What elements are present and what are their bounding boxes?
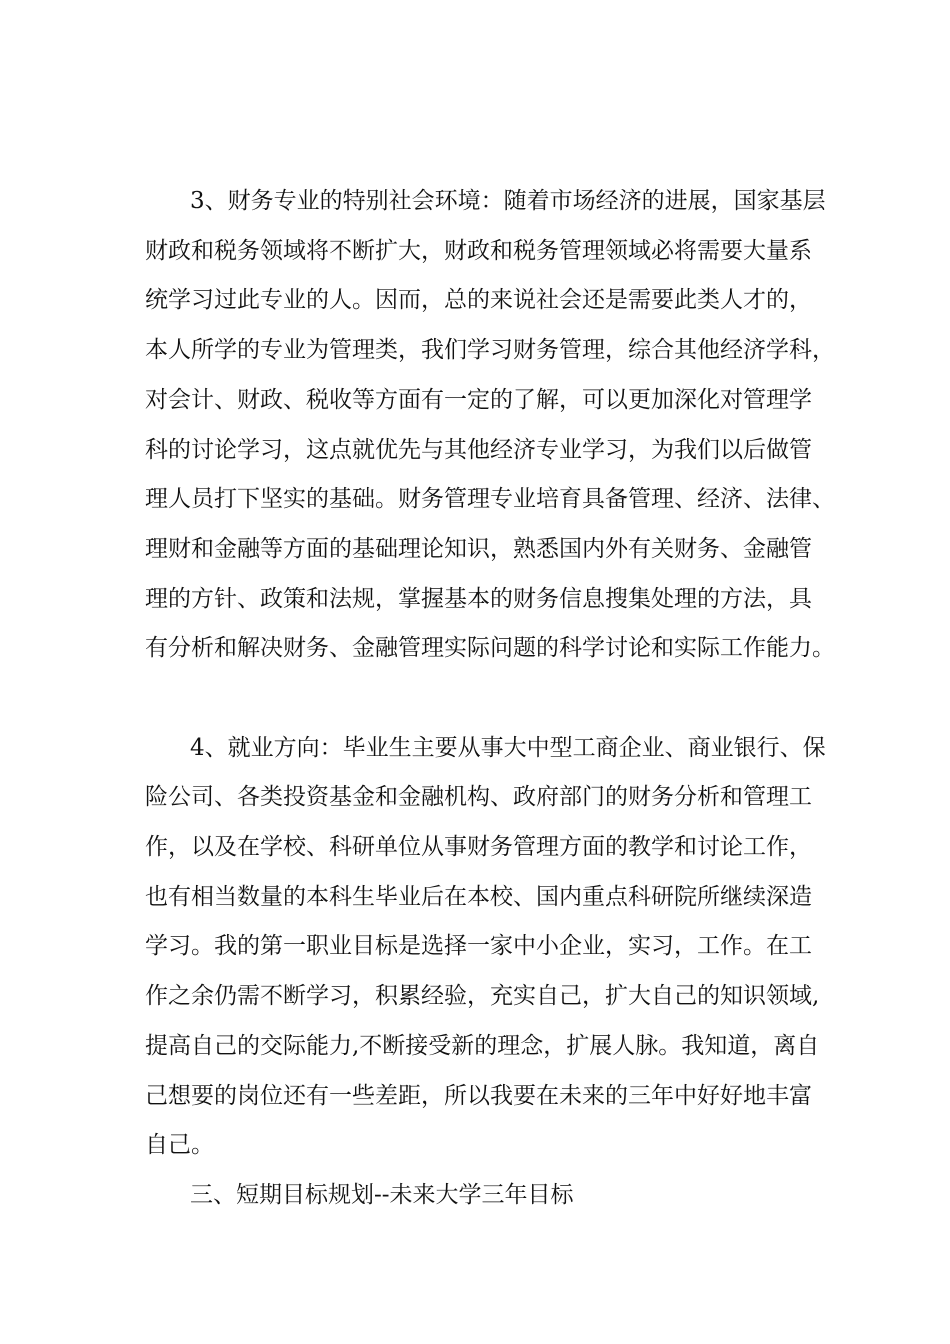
paragraph-4-line-2: 险公司、各类投资基金和金融机构、政府部门的财务分析和管理工 <box>145 784 812 810</box>
paragraph-3-line-10: 有分析和解决财务、金融管理实际问题的科学讨论和实际工作能力。 <box>145 635 835 661</box>
paragraph-3-line-3: 统学习过此专业的人。因而，总的来说社会还是需要此类人才的， <box>145 287 812 313</box>
paragraph-3-line-7: 理人员打下坚实的基础。财务管理专业培育具备管理、经济、法律、 <box>145 486 835 512</box>
paragraph-4-line-3: 作，以及在学校、科研单位从事财务管理方面的教学和讨论工作， <box>145 834 812 860</box>
paragraph-3-line-5: 对会计、财政、税收等方面有一定的了解，可以更加深化对管理学 <box>145 387 812 413</box>
paragraph-3-line-6: 科的讨论学习，这点就优先与其他经济专业学习，为我们以后做管 <box>145 437 812 463</box>
paragraph-3-line-9: 理的方针、政策和法规，掌握基本的财务信息搜集处理的方法，具 <box>145 586 812 612</box>
paragraph-4-line-9: 自己。 <box>145 1132 214 1158</box>
paragraph-3-line-8: 理财和金融等方面的基础理论知识，熟悉国内外有关财务、金融管 <box>145 536 812 562</box>
paragraph-4-line-6: 作之余仍需不断学习，积累经验，充实自己，扩大自己的知识领域, <box>145 983 820 1009</box>
paragraph-3-line-1: 3、财务专业的特别社会环境：随着市场经济的进展，国家基层 <box>190 188 826 214</box>
paragraph-3-line-2: 财政和税务领域将不断扩大，财政和税务管理领域必将需要大量系 <box>145 238 812 264</box>
paragraph-4-line-7: 提高自己的交际能力,不断接受新的理念，扩展人脉。我知道，离自 <box>145 1033 820 1059</box>
paragraph-4-line-4: 也有相当数量的本科生毕业后在本校、国内重点科研院所继续深造 <box>145 884 812 910</box>
section-heading: 三、短期目标规划--未来大学三年目标 <box>190 1182 574 1208</box>
paragraph-3-line-4: 本人所学的专业为管理类，我们学习财务管理，综合其他经济学科， <box>145 337 835 363</box>
paragraph-4-line-8: 己想要的岗位还有一些差距，所以我要在未来的三年中好好地丰富 <box>145 1083 812 1109</box>
paragraph-4-line-1: 4、就业方向：毕业生主要从事大中型工商企业、商业银行、保 <box>190 735 826 761</box>
paragraph-4-line-5: 学习。我的第一职业目标是选择一家中小企业，实习，工作。在工 <box>145 933 812 959</box>
